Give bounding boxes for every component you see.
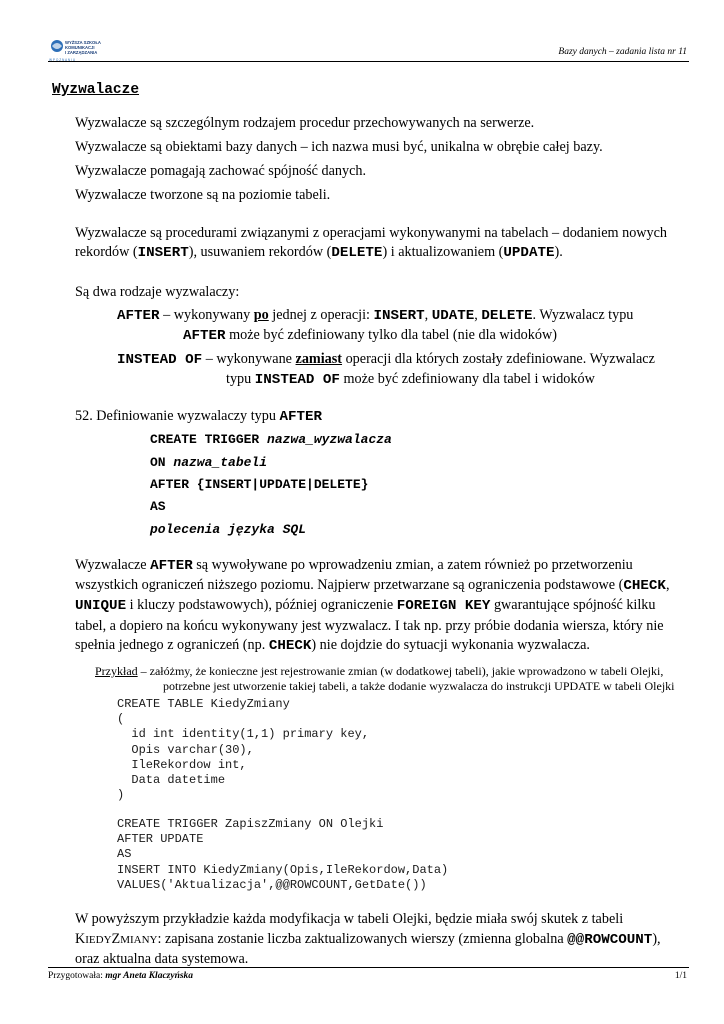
syntax-line-4: AS (150, 499, 166, 514)
after-text: . Wyzwalacz typu (532, 307, 634, 323)
after-text: może być zdefiniowany tylko dla tabel (nie dla widoków) (225, 326, 557, 343)
footer-prepared-label: Przygotowała: (48, 971, 106, 981)
logo-line-3: I ZARZĄDZANIA (65, 50, 98, 55)
ops-text: ). (554, 244, 563, 260)
after-text: – wykonywany (159, 307, 254, 323)
example-note (95, 664, 689, 694)
after-item-line-1 (117, 306, 690, 326)
expl-text: wszystkich ograniczeń niższego poziomu. Najpierw przetwarzane są ograniczenia podstawowe ( (75, 577, 624, 594)
operations-line-2 (75, 243, 690, 263)
after-explanation-paragraph (75, 556, 690, 656)
expl-text: ) nie dojdzie do sytuacji wykonania wyzwalacza. (311, 636, 590, 653)
expl-keyword: CHECK (268, 637, 312, 654)
explanation-line-5 (75, 636, 690, 656)
op-udate: UDATE (431, 308, 475, 324)
syntax-keyword: ON (150, 455, 174, 470)
section-52-text: 52. Definiowanie wyzwalaczy typu (75, 408, 280, 424)
ops-text: ) i aktualizowaniem ( (382, 244, 504, 260)
op-insert: INSERT (373, 308, 425, 324)
instead-text: – wykonywane (202, 351, 296, 367)
types-intro: Są dwa rodzaje wyzwalaczy: (75, 284, 240, 300)
example-line-1 (95, 664, 689, 679)
explanation-line-3 (75, 596, 690, 616)
example-text: – załóżmy, że konieczne jest rejestrowanie zmian (w dodatkowej tabeli), jakie wprowadzono w tabeli Olejki, (137, 664, 664, 678)
instead-text: operacji dla których zostały zdefiniowane. Wyzwalacz (342, 351, 655, 367)
create-trigger-code: CREATE TRIGGER ZapiszZmiany ON Olejki AFTER UPDATE AS INSERT INTO KiedyZmiany(Opis,IleRekordow,Data) VALUES('Aktualizacja',@@ROWCOUNT,GetDate()) (117, 817, 449, 892)
syntax-line-1 (150, 432, 392, 447)
intro-line-2: Wyzwalacze są obiektami bazy danych – ich nazwa musi być, unikalna w obrębie całej bazy. (75, 139, 603, 155)
after-term-2: AFTER (183, 327, 226, 344)
explanation-line-4: tabel, a dopiero na końcu wykonywany jest wyzwalacz. I tak np. przy próbie dodania wiersza, który nie (75, 617, 664, 634)
explanation-line-1 (75, 556, 690, 576)
footer-divider (48, 967, 689, 968)
table-name-part: MIANY (120, 933, 158, 946)
closing-paragraph (75, 910, 690, 970)
instead-of-type-item (117, 350, 690, 389)
table-name-part: Z (111, 930, 121, 947)
syntax-keyword: CREATE TRIGGER (150, 432, 268, 447)
header-title: Bazy danych – zadania lista nr 11 (558, 47, 687, 57)
instead-item-line-2 (117, 370, 690, 390)
closing-line-1: W powyższym przykładzie każda modyfikacja w tabeli Olejki, będzie miała swój skutek z tabeli (75, 911, 624, 927)
school-logo (48, 38, 118, 70)
expl-keyword: UNIQUE (75, 598, 127, 615)
section-52-keyword: AFTER (279, 409, 323, 425)
logo-emblem-icon (48, 38, 118, 70)
header-divider (48, 61, 689, 62)
operations-line-1: Wyzwalacze są procedurami związanymi z operacjami wykonywanymi na tabelach – dodaniem nowych (75, 225, 668, 241)
syntax-line-5: polecenia języka SQL (150, 522, 307, 537)
insert-keyword: INSERT (137, 245, 189, 261)
expl-text: spełnia jednego z ograniczeń (np. (75, 636, 269, 653)
example-line-2: potrzebne jest utworzenie takiej tabeli, a także dodanie wyzwalacza do instrukcji UPDATE w tabeli Olejki (163, 679, 675, 693)
after-type-item (117, 306, 690, 345)
after-text: jednej z operacji: (268, 307, 374, 323)
create-table-code: CREATE TABLE KiedyZmiany ( id int identity(1,1) primary key, Opis varchar(30), IleRekordow int, Data datetime ) (117, 697, 370, 803)
section-title: Wyzwalacze (52, 82, 140, 98)
expl-keyword: FOREIGN KEY (396, 598, 491, 615)
table-name-part: K (75, 930, 86, 947)
table-name-part: IEDY (85, 933, 112, 946)
closing-text: ), (652, 930, 661, 947)
po-emphasis: po (253, 307, 269, 323)
closing-line-3: oraz aktualna data systemowa. (75, 951, 249, 967)
instead-text: może być zdefiniowany dla tabel i widoków (339, 370, 595, 387)
syntax-argument: nazwa_tabeli (173, 455, 268, 470)
logo-tagline: W P O Z N A N I U (49, 58, 76, 62)
expl-text: Wyzwalacze (75, 557, 151, 573)
instead-of-term-2: INSTEAD OF (254, 371, 340, 388)
expl-keyword: AFTER (150, 558, 193, 574)
operations-paragraph (75, 224, 690, 263)
syntax-line-3: AFTER {INSERT|UPDATE|DELETE} (150, 477, 369, 492)
op-delete: DELETE (481, 308, 533, 324)
footer-author (48, 971, 193, 981)
closing-text: : zapisana zostanie liczba zaktualizowanych wierszy (zmienna globalna (157, 930, 568, 947)
update-keyword: UPDATE (503, 245, 555, 261)
zamiast-emphasis: zamiast (295, 351, 343, 367)
ops-text: rekordów ( (75, 244, 138, 260)
logo-line-1: WYŻSZA SZKOŁA (65, 40, 101, 45)
section-52-heading (75, 407, 690, 427)
example-label: Przykład (95, 664, 138, 678)
delete-keyword: DELETE (331, 245, 383, 261)
ops-text: ), usuwaniem rekordów ( (188, 244, 332, 260)
intro-line-1: Wyzwalacze są szczególnym rodzajem procedur przechowywanych na serwerze. (75, 115, 535, 131)
instead-of-term: INSTEAD OF (117, 352, 203, 368)
after-text: , (424, 307, 432, 323)
expl-text: i kluczy podstawowych), później ograniczenie (126, 597, 397, 614)
rowcount-keyword: @@ROWCOUNT (567, 931, 653, 948)
intro-line-4: Wyzwalacze tworzone są na poziomie tabeli. (75, 187, 331, 203)
syntax-argument: nazwa_wyzwalacza (267, 432, 392, 447)
page-number: 1/1 (674, 971, 687, 981)
logo-line-2: KOMUNIKACJI (65, 45, 95, 50)
instead-text: typu (226, 370, 255, 387)
instead-item-line-1 (117, 350, 690, 370)
after-term: AFTER (117, 308, 160, 324)
explanation-line-2 (75, 576, 690, 596)
after-item-line-2 (117, 326, 690, 346)
expl-text: gwarantujące spójność kilku (490, 597, 656, 614)
after-text: , (474, 307, 482, 323)
expl-text: , (665, 577, 670, 594)
closing-line-2 (75, 930, 690, 951)
footer-author-name: mgr Aneta Klaczyńska (105, 971, 194, 981)
expl-text: są wywoływane po wprowadzeniu zmian, a zatem również po przetworzeniu (192, 557, 633, 573)
syntax-line-2 (150, 455, 267, 470)
intro-line-3: Wyzwalacze pomagają zachować spójność danych. (75, 163, 367, 179)
expl-keyword: CHECK (623, 578, 666, 595)
